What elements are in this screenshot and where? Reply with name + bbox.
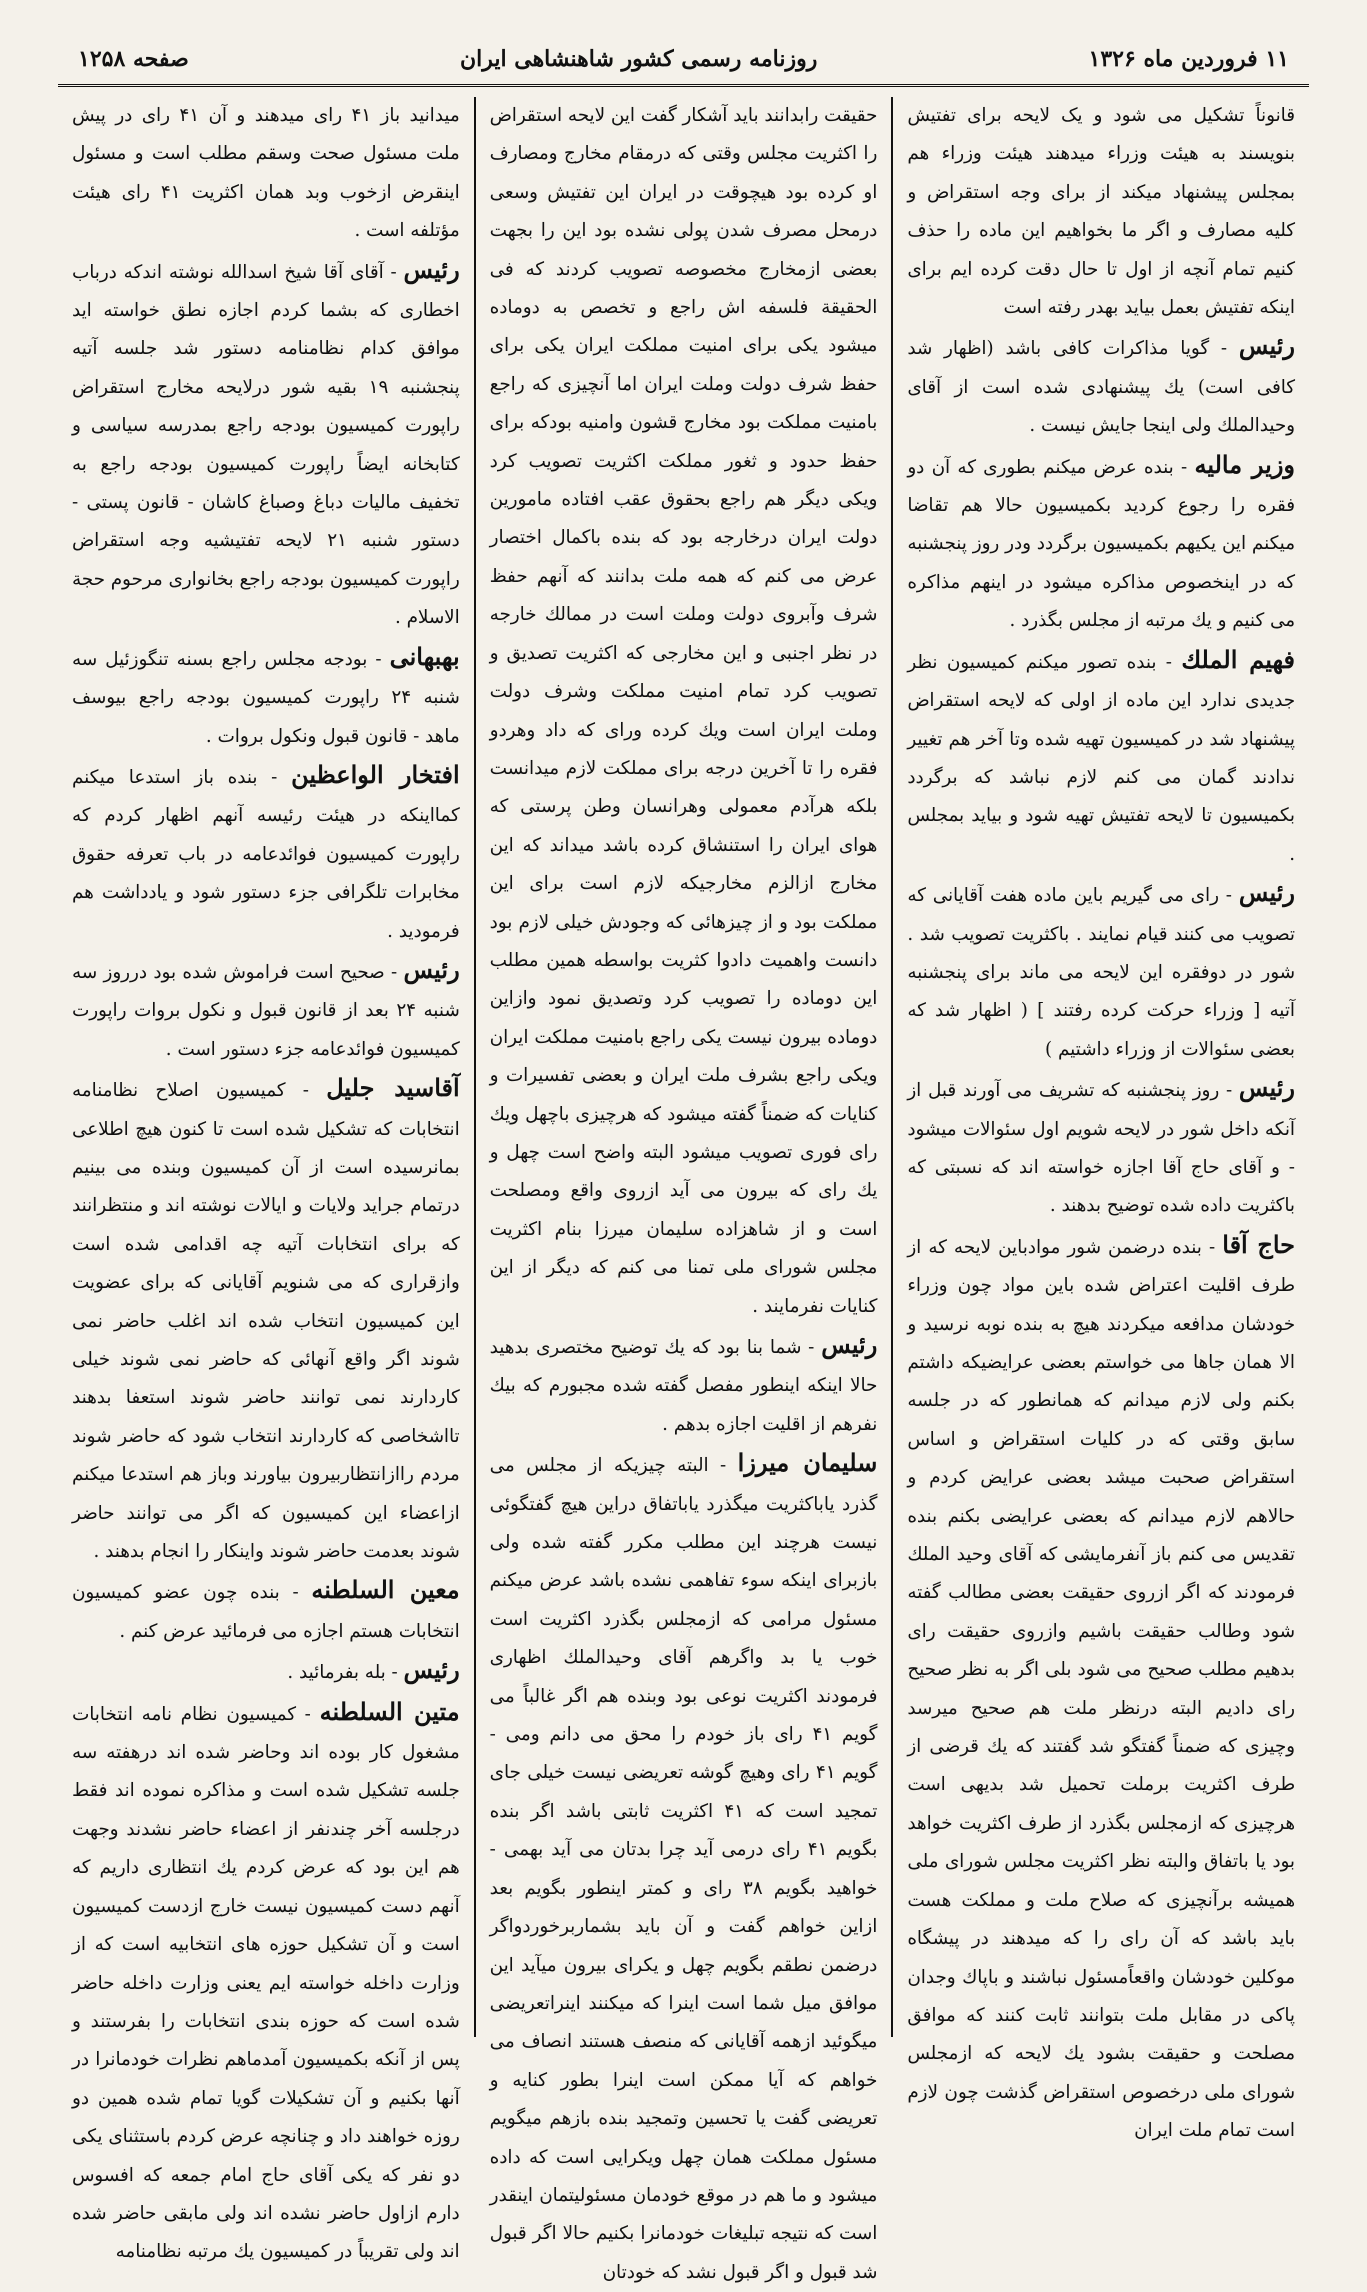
speaker-name: رئیس — [1238, 878, 1295, 908]
column-left — [58, 97, 476, 2263]
paragraph-text: - کمیسیون اصلاح نظامنامه انتخابات که تشکیل شده است تا کنون هیچ اطلاعی بمانرسیده است از آن کمیسیون وبنده می بینیم درتمام جراید ولایات و ایالات نوشته اند و منتظرانند که برای انتخابات آتیه چه اقدامی شده است وازقراری که می شنویم آقایانی که برای عضویت این کمیسیون انتخاب شده اند اغلب حاضر نمی شوند اگر واقع آنهائی که حاضر نمی شوند خیلی کاردارند نمی توانند حاضر شوند استعفا بدهند تااشخاصی که کاردارند انتخاب شود که حاضر شوند مردم راازانتظاربیرون بیاورند وباز هم استدعا میکنم ازاعضاء این کمیسیون که اگر می توانند حاضر شوند بعدمت حاضر شوند واینکار را انجام بدهند . — [71, 1080, 460, 1563]
speaker-name: رئیس — [821, 1330, 878, 1359]
paragraph — [72, 251, 460, 638]
issue-date: ۱۱ فروردین ماه ۱۳۲۶ — [1088, 46, 1289, 72]
paragraph-text: - البته چیزیکه از مجلس می گذرد یاباکثریت میگذرد یاباتفاق دراین هیچ گفتگوئی نیست هرچند این مطلب مکرر گفته شده ولی بازبرای اینکه سوء تفاهمی نشده باشد عرض میکنم مسئول مرامی که ازمجلس بگذرد اکثریت است خوب یا بد واگرهم آقای وحیدالملك اظهاری فرمودند اکثریت نوعی بود وبنده هم اگر غالباً می گویم ۴۱ رای باز خودم را محق می دانم ومی - گویم ۴۱ رای وهیچ گوشه تعریضی نیست خیلی جای تمجید است که ۴۱ اکثریت ثابتی باشد اگر بنده بگویم ۴۱ رای درمی آید چرا بدتان می آید بهمی - خواهید بگویم ۳۸ رای و کمتر اینطور بگویم بعد ازاین خواهم گفت و آن باید بشماربرخوردواگر درضمن نطقم بگویم چهل و یکرای بیرون میآید این موافق میل شما است اینرا که میکنند اینراتعریضی میگوئید ازهمه آقایانی که منصف هستند انصاف می خواهم که آیا ممکن است اینرا بطور کنایه و تعریضی گفت یا تحسین وتمجید بنده بازهم میگویم مسئول مملکت همان چهل ویکرایی است که داده میشود و ما هم در موقع خودمان مسئولیتمان اینقدر است که نتیجه تبلیغات خودمانرا بکنیم حالا اگر قبول شد قبول و اگر قبول نشد که خودتان — [489, 1455, 878, 2283]
page-number: صفحه ۱۲۵۸ — [78, 46, 189, 72]
speaker-name: رئیس — [1238, 331, 1295, 361]
paragraph — [72, 1651, 460, 1692]
paragraph-text: - بنده چون عضو کمیسیون انتخابات هستم اجازه می فرمائید عرض کنم . — [71, 1582, 460, 1642]
paragraph — [907, 641, 1295, 874]
paragraph-text: - روز پنجشنبه که تشریف می آورند قبل از آنکه داخل شور در لایحه شویم اول سئوالات میشود - و آقای حاج آقا اجازه خواسته اند که نسبتی که باکثریت داده شده توضیح بدهند . — [907, 1080, 1295, 1217]
paragraph — [907, 446, 1295, 641]
speaker-name: رئیس — [1238, 1073, 1295, 1103]
paragraph — [490, 97, 878, 1326]
paragraph — [907, 874, 1295, 1069]
paragraph-text: - کمیسیون نظام نامه انتخابات مشغول کار بوده اند وحاضر شده اند درهفته سه جلسه تشکیل شده است و مذاکره نموده اند فقط درجلسه آخر چندنفر از اعضاء حاضر نشدند وجهت هم این بود که عرض کردم یك انتظاری داریم که آنهم دست کمیسیون نیست خارج ازدست کمیسیون است و آن تشکیل حوزه های انتخابیه است که از وزارت داخله خواسته ایم یعنی وزارت داخله حاضر شده است که حوزه بندی انتخابات را بفرستند و پس از آنکه بکمیسیون آمدماهم نظرات خودمانرا در آنها بکنیم و آن تشکیلات گویا تمام شده همین دو روزه خواهند داد و چنانچه عرض کردم باستثنای یکی دو نفر که یکی آقای حاج امام جمعه که افسوس دارم ازاول حاضر نشده اند ولی مابقی حاضر شده اند ولی تقریباً در کمیسیون یك مرتبه نظامنامه — [71, 1703, 460, 2263]
paragraph — [72, 97, 460, 251]
paragraph-text: قانوناً تشکیل می شود و یک لایحه برای تفتیش بنویسند به هیئت وزراء میدهند هیئت وزراء هم بمجلس پیشنهاد میکند از برای وجه استقراض و کلیه مصارف و اگر ما بخواهیم این ماده را حذف کنیم تمام آنچه از اول تا حال دقت کرده ایم برای اینکه تفتیش بعمل بیاید بهدر رفته است — [907, 105, 1295, 319]
paragraph — [72, 951, 460, 1069]
paragraph-text: - بنده تصور میکنم کمیسیون نظر جدیدی ندارد این ماده از اولی که لایحه استقراض پیشنهاد شد در کمیسیون تهیه شده وتا آخر هم تغییر ندادند گمان می کنم لازم نباشد که برگردد بکمیسیون تا لایحه تفتیش تهیه شود و بیاید بمجلس . — [907, 651, 1295, 865]
newspaper-title: روزنامه رسمی کشور شاهنشاهی ایران — [459, 46, 818, 72]
paragraph-text: - آقای آقا شیخ اسدالله نوشته اندکه درباب اخطاری که بشما کردم اجازه نطق خواسته اید موافق کدام نظامنامه دستور شد جلسه آتیه پنجشنبه ۱۹ بقیه شور درلایحه مخارج استقراض راپورت کمیسیون بودجه راجع بمدرسه سیاسی و کتابخانه ایضاً راپورت کمیسیون بودجه راجع به تخفیف مالیات دباغ وصباغ کاشان - قانون پستی - دستور شنبه ۲۱ لایحه تفتیشیه وجه استقراض راپورت کمیسیون بودجه راجع بخانواری مرحوم حجة الاسلام . — [71, 261, 460, 629]
speaker-name: متین السلطنه — [319, 1696, 460, 1726]
speaker-name: رئیس — [403, 1655, 460, 1685]
paragraph — [72, 638, 460, 756]
paragraph-text: - رای می گیریم باین ماده هفت آقایانی که تصویب می کنند قیام نمایند . باکثریت تصویب شد . شور در دوفقره این لایحه می ماند برای پنجشنبه آتیه [ وزراء حرکت کرده رفتند ] ( اظهار شد که بعضی سئوالات از وزراء داشتیم ) — [907, 885, 1295, 1060]
speaker-name: افتخار الواعظین — [291, 759, 460, 789]
speaker-name: حاج آقا — [1222, 1229, 1295, 1259]
speaker-name: رئیس — [403, 954, 460, 984]
paragraph-text: - صحیح است فراموش شده بود درروز سه شنبه ۲۴ بعد از قانون قبول و نکول بروات راپورت کمیسیون فوائدعامه جزء دستور است . — [71, 961, 460, 1060]
paragraph — [72, 1693, 460, 2272]
paragraph-text: - بنده عرض میکنم بطوری که آن دو فقره را رجوع کردید بکمیسیون حالا هم تقاضا میکنم این یکیهم بکمیسیون برگردد ودر روز پنجشنبه که در اینخصوص مذاکره میشود در اینهم مذاکره می کنیم و یك مرتبه از مجلس بگذرد . — [907, 456, 1295, 632]
paragraph-text: - بودجه مجلس راجع بسنه تنگوزئیل سه شنبه ۲۴ راپورت کمیسیون بودجه راجع بیوسف ماهد - قانون قبول ونکول بروات . — [71, 648, 460, 747]
speaker-name: فهیم الملك — [1181, 644, 1295, 674]
speaker-name: معین السلطنه — [311, 1575, 460, 1605]
speaker-name: بهبهانی — [389, 641, 460, 671]
page-header — [58, 40, 1309, 87]
paragraph — [72, 756, 460, 951]
paragraph — [907, 1226, 1295, 2151]
paragraph-text: - بله بفرمائید . — [287, 1662, 404, 1684]
paragraph — [72, 1069, 460, 1571]
speaker-name: سلیمان میرزا — [737, 1448, 878, 1478]
speaker-name: رئیس — [403, 254, 460, 284]
column-right — [893, 97, 1309, 2142]
paragraph-text: - شما بنا بود که یك توضیح مختصری بدهید حالا اینکه اینطور مفصل گفته شده مجبورم که بیك نفرهم از اقلیت اجازه بدهم . — [489, 1337, 878, 1435]
paragraph — [490, 1326, 878, 1444]
speaker-name: آقاسید جلیل — [326, 1073, 460, 1103]
paragraph-text: - بنده درضمن شور موادباین لایحه که از طرف اقلیت اعتراض شده باین مواد چون وزراء خودشان مدافعه میکردند هیچ به بنده نوبه نرسید و الا همان جاها می خواستم بعضی عرایضیکه داشتم بکنم ولی لازم میدانم که همانطور که در جلسه سابق وقتی که در کلیات استقراض و اساس استقراض صحبت میشد بعضی عرایض کردم و حالاهم لازم میدانم که بعضی عرایضی بکنم بنده تقدیس می کنم باز آنفرمایشی که آقای وحید الملك فرمودند که اگر ازروی حقیقت بعضی مطالب گفته شود وطالب حقیقت باشیم وازروی حقیقت رای بدهیم مطلب صحیح می شود بلی اگر به نظر صحیح رای دادیم البته درنظر ملت هم صحیح میرسد وچیزی که ضمناً گفتگو شد گفتند که یك قرضی از طرف اکثریت برملت تحمیل شد بدیهی است هرچیزی که ازمجلس بگذرد از طرف اکثریت خواهد بود یا باتفاق والبته نظر اکثریت مجلس شورای ملی همیشه برآنچیزی که صلاح ملت و مملکت هست باید باشد که آن رای را که میدهند در پیشگاه موکلین خودشان واقعاًمسئول نباشند و باپاك وجدان پاکی در مقابل ملت بتوانند ثابت کنند که موافق مصلحت و حقیقت بشود یك لایحه که ازمجلس شورای ملی درخصوص استقراض گذشت چون لازم است تمام ملت ایران — [907, 1236, 1295, 2142]
text-columns — [58, 97, 1309, 2283]
paragraph — [907, 1069, 1295, 1226]
column-middle — [476, 97, 894, 2283]
paragraph-text: میدانید باز ۴۱ رای میدهند و آن ۴۱ رای در پیش ملت مسئول صحت وسقم مطلب است و مسئول اینقرض ازخوب وبد همان اکثریت ۴۱ رای هیئت مؤتلفه است . — [71, 105, 460, 242]
paragraph-text: حقیقت رابدانند باید آشکار گفت این لایحه استقراض را اکثریت مجلس وقتی که درمقام مخارج ومصارف او کرده بود هیچوقت در ایران این تفتیش وسعی درمحل مصرف شدن پولی نشده بود این را بجهت بعضی ازمخارج مخصوصه تصویب کردند که فی الحقیقة فلسفه اش راجع و تخصص به دوماده میشود یکی برای امنیت مملکت ایران یکی برای حفظ شرف دولت وملت ایران اما آنچیزی که راجع بامنیت مملکت بود مخارج قشون وامنیه بودکه برای حفظ حدود و ثغور مملکت اکثریت تصویب کرد ویکی دیگر هم راجع بحقوق عقب افتاده مامورین دولت ایران درخارجه بود که بنده باکمال اختصار عرض می کنم که همه ملت بدانند که آنهم حفظ شرف وآبروی دولت وملت است در ممالك خارجه در نظر اجنبی و این مخارجی که اکثریت تصدیق و تصویب کرد تمام امنیت مملکت وشرف دولت وملت ایران است ویك کرده ورای که داد وهردو فقره را تا آخرین درجه برای مملکت لازم میدانست بلکه هرآدم معمولی وهرانسان وطن پرستی که هوای ایران را استنشاق کرده باشد میداند که این مخارج ازالزم مخارجیکه لازم است برای این مملکت بود و از چیزهائی که وجودش خیلی لازم بود دانست واهمیت دادوا کثریت بواسطه همین مطلب این دوماده را تصویب کرد وتصدیق نمود وازاین دوماده بیرون نیست یکی راجع بامنیت مملکت ایران ویکی راجع بشرف ملت ایران و بعضی تفسیرات و کنایات که ضمناً گفته میشود که هرچیزی باچهل ویك رای فوری تصویب میشود البته واضح است چهل و یك رای که بیرون می آید ازروی واقع ومصلحت است و از شاهزاده سلیمان میرزا بنام اکثریت مجلس شورای ملی تمنا می کنم که دیگر از این کنایات نفرمایند . — [489, 105, 878, 1317]
paragraph-text: - بنده باز استدعا میکنم کمااینکه در هیئت رئیسه آنهم اظهار کردم که راپورت کمیسیون فوائدعامه در باب تعرفه حقوق مخابرات تلگرافی جزء دستور شود و یادداشت هم فرمودید . — [71, 766, 460, 942]
paragraph — [72, 1571, 460, 1651]
paragraph — [490, 1444, 878, 2292]
speaker-name: وزیر مالیه — [1194, 449, 1295, 479]
paragraph — [907, 327, 1295, 445]
paragraph — [907, 97, 1295, 327]
paragraph-text: - گویا مذاکرات کافی باشد (اظهار شد کافی است) یك پیشنهادی شده است از آقای وحیدالملك ولی اینجا جایش نیست . — [907, 338, 1295, 437]
